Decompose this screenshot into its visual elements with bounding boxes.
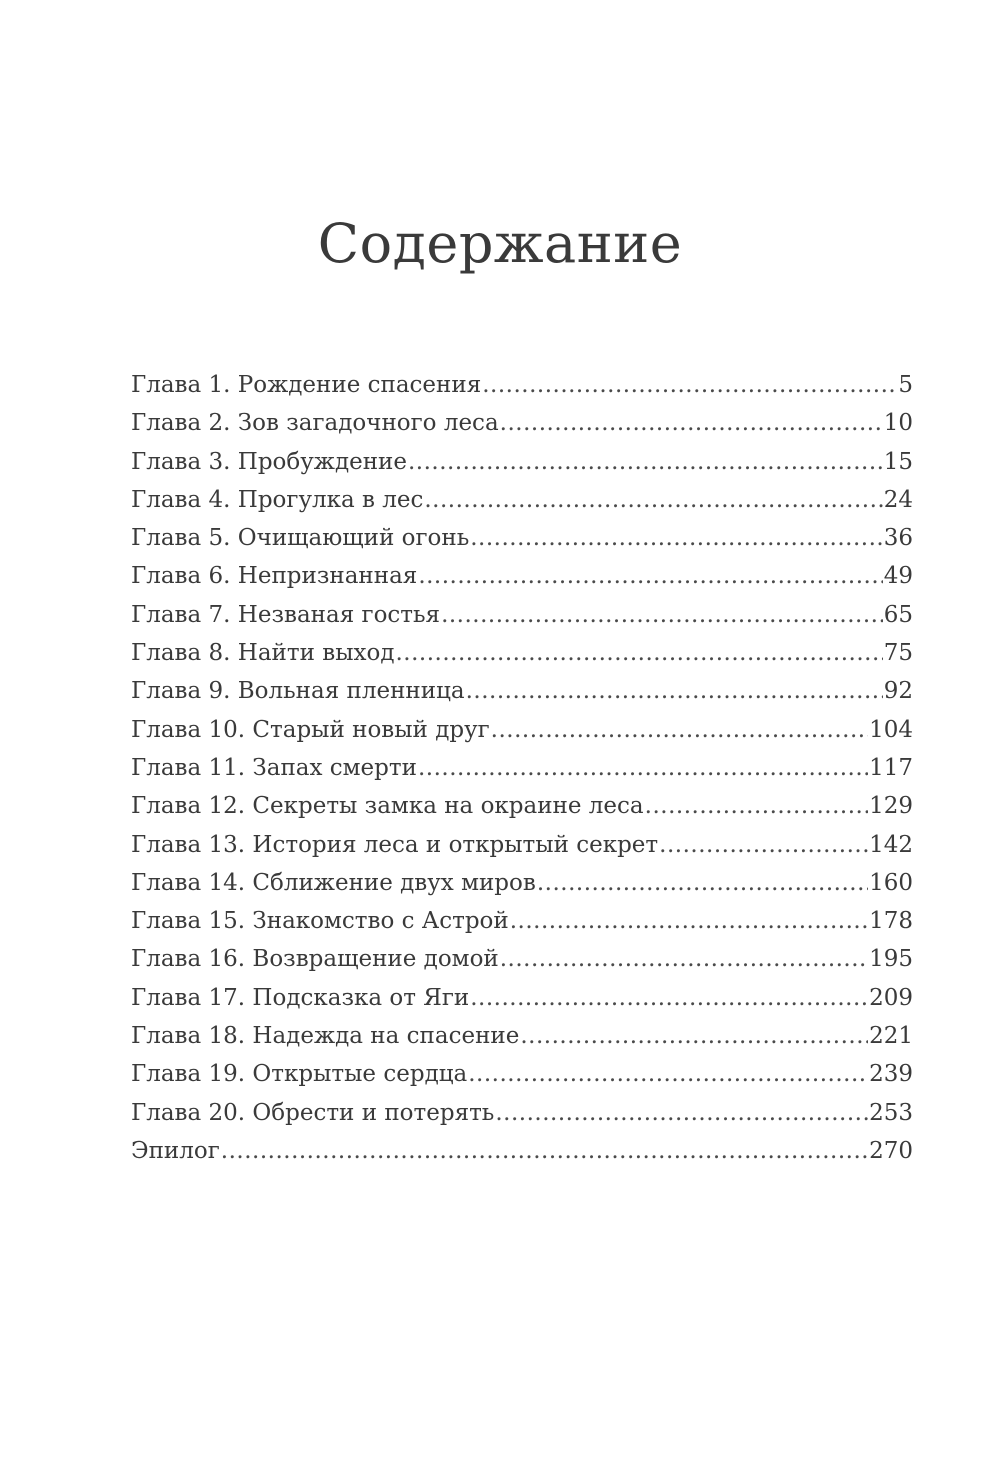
toc-entry-page: 75 xyxy=(883,640,913,667)
dot-leader xyxy=(395,634,882,672)
toc-entry-page: 270 xyxy=(869,1137,913,1164)
dot-leader xyxy=(424,481,882,519)
toc-entry xyxy=(131,481,913,519)
toc-entry-page: 129 xyxy=(869,793,913,820)
toc-entry xyxy=(131,1055,913,1093)
toc-entry-page: 253 xyxy=(869,1099,913,1126)
toc-entry-title: Глава 13. История леса и открытый секрет xyxy=(131,831,659,858)
table-of-contents xyxy=(131,366,913,1170)
toc-entry xyxy=(131,1017,913,1055)
dot-leader xyxy=(491,711,868,749)
toc-entry-title: Глава 14. Сближение двух миров xyxy=(131,869,536,896)
toc-entry-title: Глава 17. Подсказка от Яги xyxy=(131,984,470,1011)
dot-leader xyxy=(470,979,868,1017)
toc-entry-title: Глава 1. Рождение спасения xyxy=(131,372,482,398)
toc-entry xyxy=(131,404,913,442)
toc-entry xyxy=(131,596,913,634)
dot-leader xyxy=(418,557,882,595)
toc-entry-page: 104 xyxy=(869,716,913,743)
dot-leader xyxy=(495,1094,868,1132)
toc-entry-page: 24 xyxy=(883,486,913,513)
dot-leader xyxy=(510,902,868,940)
toc-entry xyxy=(131,940,913,978)
toc-entry-page: 239 xyxy=(869,1061,913,1088)
toc-entry-title: Эпилог xyxy=(131,1137,220,1164)
dot-leader xyxy=(659,826,868,864)
toc-entry-page: 221 xyxy=(869,1023,913,1050)
toc-entry-title: Глава 19. Открытые сердца xyxy=(131,1061,468,1088)
toc-entry xyxy=(131,826,913,864)
toc-entry-page: 36 xyxy=(883,525,913,552)
toc-entry-page: 92 xyxy=(883,678,913,705)
dot-leader xyxy=(500,940,868,978)
toc-entry-page: 10 xyxy=(883,410,913,437)
dot-leader xyxy=(418,749,868,787)
dot-leader xyxy=(482,366,897,404)
dot-leader xyxy=(468,1055,868,1093)
toc-entry-page: 65 xyxy=(883,601,913,628)
toc-entry-page: 5 xyxy=(898,372,913,398)
toc-entry xyxy=(131,1094,913,1132)
dot-leader xyxy=(408,443,883,481)
toc-entry-title: Глава 11. Запах смерти xyxy=(131,754,417,781)
toc-entry-title: Глава 10. Старый новый друг xyxy=(131,716,490,743)
toc-entry xyxy=(131,711,913,749)
toc-entry xyxy=(131,1132,913,1170)
toc-entry-title: Глава 2. Зов загадочного леса xyxy=(131,410,499,437)
toc-entry-title: Глава 16. Возвращение домой xyxy=(131,946,499,973)
dot-leader xyxy=(500,404,883,442)
toc-entry-title: Глава 12. Секреты замка на окраине леса xyxy=(131,793,644,820)
toc-entry-title: Глава 5. Очищающий огонь xyxy=(131,525,470,552)
toc-entry xyxy=(131,519,913,557)
toc-entry xyxy=(131,634,913,672)
toc-entry xyxy=(131,443,913,481)
toc-entry xyxy=(131,672,913,710)
toc-entry-title: Глава 3. Пробуждение xyxy=(131,448,407,475)
toc-entry xyxy=(131,366,913,404)
toc-entry-page: 117 xyxy=(869,754,913,781)
toc-entry xyxy=(131,902,913,940)
toc-entry-title: Глава 4. Прогулка в лес xyxy=(131,486,424,513)
toc-entry-page: 178 xyxy=(869,908,913,935)
toc-entry-title: Глава 20. Обрести и потерять xyxy=(131,1099,495,1126)
toc-entry xyxy=(131,864,913,902)
page-title: Содержание xyxy=(317,212,683,275)
toc-entry-page: 195 xyxy=(869,946,913,973)
toc-entry-title: Глава 6. Непризнанная xyxy=(131,563,418,590)
dot-leader xyxy=(466,672,883,710)
dot-leader xyxy=(537,864,868,902)
toc-entry-page: 15 xyxy=(883,448,913,475)
dot-leader xyxy=(221,1132,868,1170)
toc-entry-title: Глава 8. Найти выход xyxy=(131,640,395,667)
toc-entry-title: Глава 7. Незваная гостья xyxy=(131,601,441,628)
dot-leader xyxy=(520,1017,868,1055)
toc-entry xyxy=(131,557,913,595)
dot-leader xyxy=(441,596,883,634)
toc-entry xyxy=(131,979,913,1017)
toc-entry-page: 49 xyxy=(883,563,913,590)
toc-entry-page: 160 xyxy=(869,869,913,896)
toc-entry-title: Глава 9. Вольная пленница xyxy=(131,678,465,705)
dot-leader xyxy=(470,519,882,557)
toc-entry-title: Глава 15. Знакомство с Астрой xyxy=(131,908,509,935)
toc-entry xyxy=(131,787,913,825)
toc-entry-page: 142 xyxy=(869,831,913,858)
toc-entry-title: Глава 18. Надежда на спасение xyxy=(131,1023,520,1050)
dot-leader xyxy=(645,787,868,825)
toc-entry xyxy=(131,749,913,787)
toc-entry-page: 209 xyxy=(869,984,913,1011)
